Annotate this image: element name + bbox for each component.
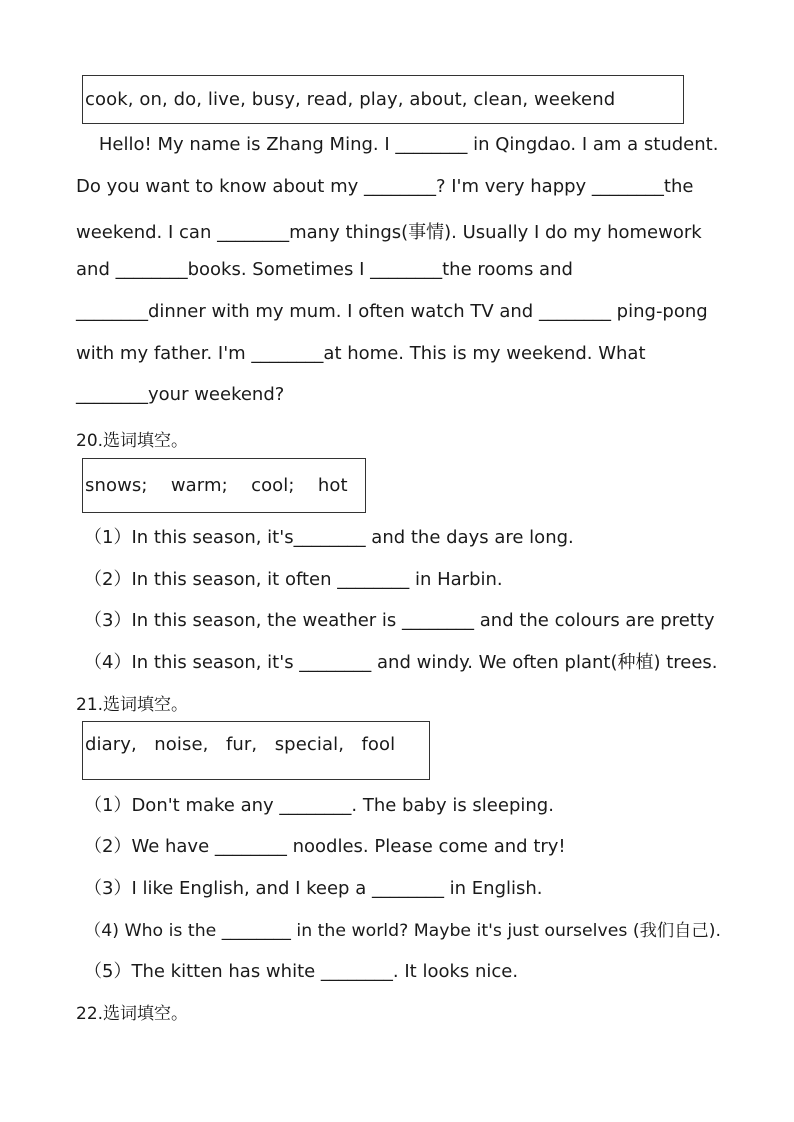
passage-line-2: Do you want to know about my ________? I'm very happy ________the <box>76 176 694 197</box>
question-20-1: （1）In this season, it's________ and the days are long. <box>84 527 574 548</box>
section-heading-20: 20.选词填空。 <box>76 431 189 451</box>
word-box-20-text: snows; warm; cool; hot <box>85 475 348 496</box>
word-box-19-text: cook, on, do, live, busy, read, play, about, clean, weekend <box>85 89 616 110</box>
word-box-20 <box>82 458 366 513</box>
section-heading-21: 21.选词填空。 <box>76 695 189 715</box>
section-heading-22: 22.选词填空。 <box>76 1004 189 1024</box>
passage-line-4: and ________books. Sometimes I ________the rooms and <box>76 259 573 280</box>
passage-line-6: with my father. I'm ________at home. This is my weekend. What <box>76 343 646 364</box>
question-21-3: （3）I like English, and I keep a ________ in English. <box>84 878 543 899</box>
word-box-21-text: diary, noise, fur, special, fool <box>85 734 396 755</box>
question-20-4: （4）In this season, it's ________ and windy. We often plant(种植) trees. <box>84 652 718 673</box>
passage-line-7: ________your weekend? <box>76 384 285 405</box>
question-21-1: （1）Don't make any ________. The baby is sleeping. <box>84 795 554 816</box>
question-21-2: （2）We have ________ noodles. Please come and try! <box>84 836 566 857</box>
question-21-5: （5）The kitten has white ________. It looks nice. <box>84 961 519 982</box>
passage-line-5: ________dinner with my mum. I often watch TV and ________ ping-pong <box>76 301 708 322</box>
question-21-4: （4) Who is the ________ in the world? Maybe it's just ourselves (我们自己). <box>84 921 721 941</box>
question-20-2: （2）In this season, it often ________ in Harbin. <box>84 569 503 590</box>
passage-line-1: Hello! My name is Zhang Ming. I ________ in Qingdao. I am a student. <box>76 134 719 155</box>
question-20-3: （3）In this season, the weather is ________ and the colours are pretty <box>84 610 715 631</box>
word-box-21 <box>82 721 430 780</box>
word-box-19 <box>82 75 684 124</box>
passage-line-3: weekend. I can ________many things(事情). Usually I do my homework <box>76 222 702 243</box>
